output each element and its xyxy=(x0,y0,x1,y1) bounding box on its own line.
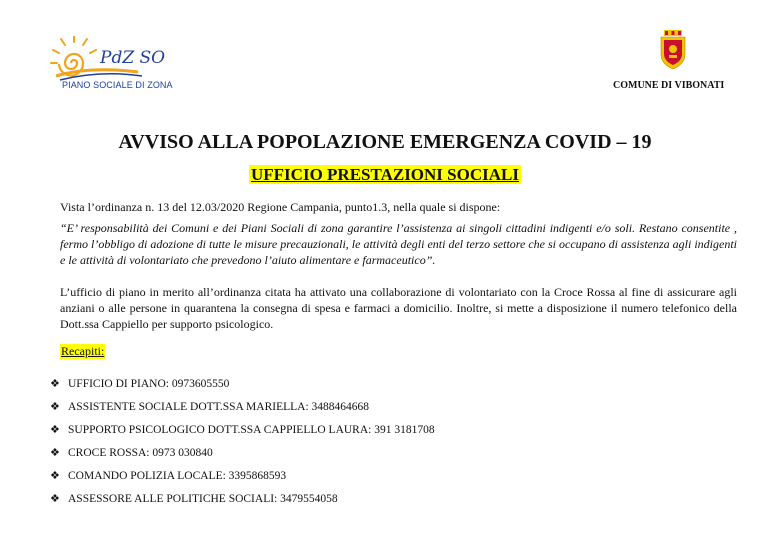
subtitle-wrapper xyxy=(0,165,770,185)
logo-caption: PIANO SOCIALE DI ZONA xyxy=(62,80,173,90)
contact-text: UFFICIO DI PIANO: 0973605550 xyxy=(68,378,230,390)
intro-paragraph: Vista l’ordinanza n. 13 del 12.03/2020 Regione Campania, punto1.3, nella quale si dispone: xyxy=(60,200,501,214)
diamond-bullet-icon: ❖ xyxy=(50,470,60,482)
diamond-bullet-icon: ❖ xyxy=(50,424,60,436)
diamond-bullet-icon: ❖ xyxy=(50,493,60,505)
contact-text: COMANDO POLIZIA LOCALE: 3395868593 xyxy=(68,470,287,482)
recapiti-heading: Recapiti: xyxy=(61,344,105,358)
body-paragraph: L’ufficio di piano in merito all’ordinanza citata ha attivato una collaborazione di volontariato con la Croce Rossa al fine di assicurare agli anziani o alle persone in quarantena la consegna di spesa e farmaci a domicilio. Inoltre, si mette a disposizione il numero telefonico della Dott.ssa Cappiello per supporto psicologico. xyxy=(60,285,737,331)
ordinance-quote: “E’ responsabilità dei Comuni e dei Piani Sociali di zona garantire l’assistenza ai singoli cittadini indigenti e/o soli. Restano consentite , fermo l’obbligo di adozione di tutte le misure precauzionali, le attività degli enti del terzo settore che si occupano di assistenza agli indigenti e le attività di volontariato che prevedono l’aiuto alimentare e farmaceutico”. xyxy=(60,221,737,267)
list-item xyxy=(50,423,435,446)
diamond-bullet-icon: ❖ xyxy=(50,401,60,413)
contact-text: ASSESSORE ALLE POLITICHE SOCIALI: 3479554058 xyxy=(68,493,338,505)
list-item xyxy=(50,400,435,423)
comune-name: COMUNE DI VIBONATI xyxy=(613,80,725,91)
page-subtitle: UFFICIO PRESTAZIONI SOCIALI xyxy=(251,165,519,184)
page-title: AVVISO ALLA POPOLAZIONE EMERGENZA COVID – 19 xyxy=(118,131,652,153)
contact-text: SUPPORTO PSICOLOGICO DOTT.SSA CAPPIELLO LAURA: 391 3181708 xyxy=(68,424,435,436)
coat-of-arms-icon xyxy=(659,30,687,70)
contacts-list xyxy=(50,377,435,515)
diamond-bullet-icon: ❖ xyxy=(50,447,60,459)
logo-text: PdZ SO xyxy=(100,48,166,68)
list-item xyxy=(50,492,435,515)
list-item xyxy=(50,446,435,469)
diamond-bullet-icon: ❖ xyxy=(50,378,60,390)
list-item xyxy=(50,469,435,492)
list-item xyxy=(50,377,435,400)
contact-text: ASSISTENTE SOCIALE DOTT.SSA MARIELLA: 3488464668 xyxy=(68,401,370,413)
contact-text: CROCE ROSSA: 0973 030840 xyxy=(68,447,213,459)
